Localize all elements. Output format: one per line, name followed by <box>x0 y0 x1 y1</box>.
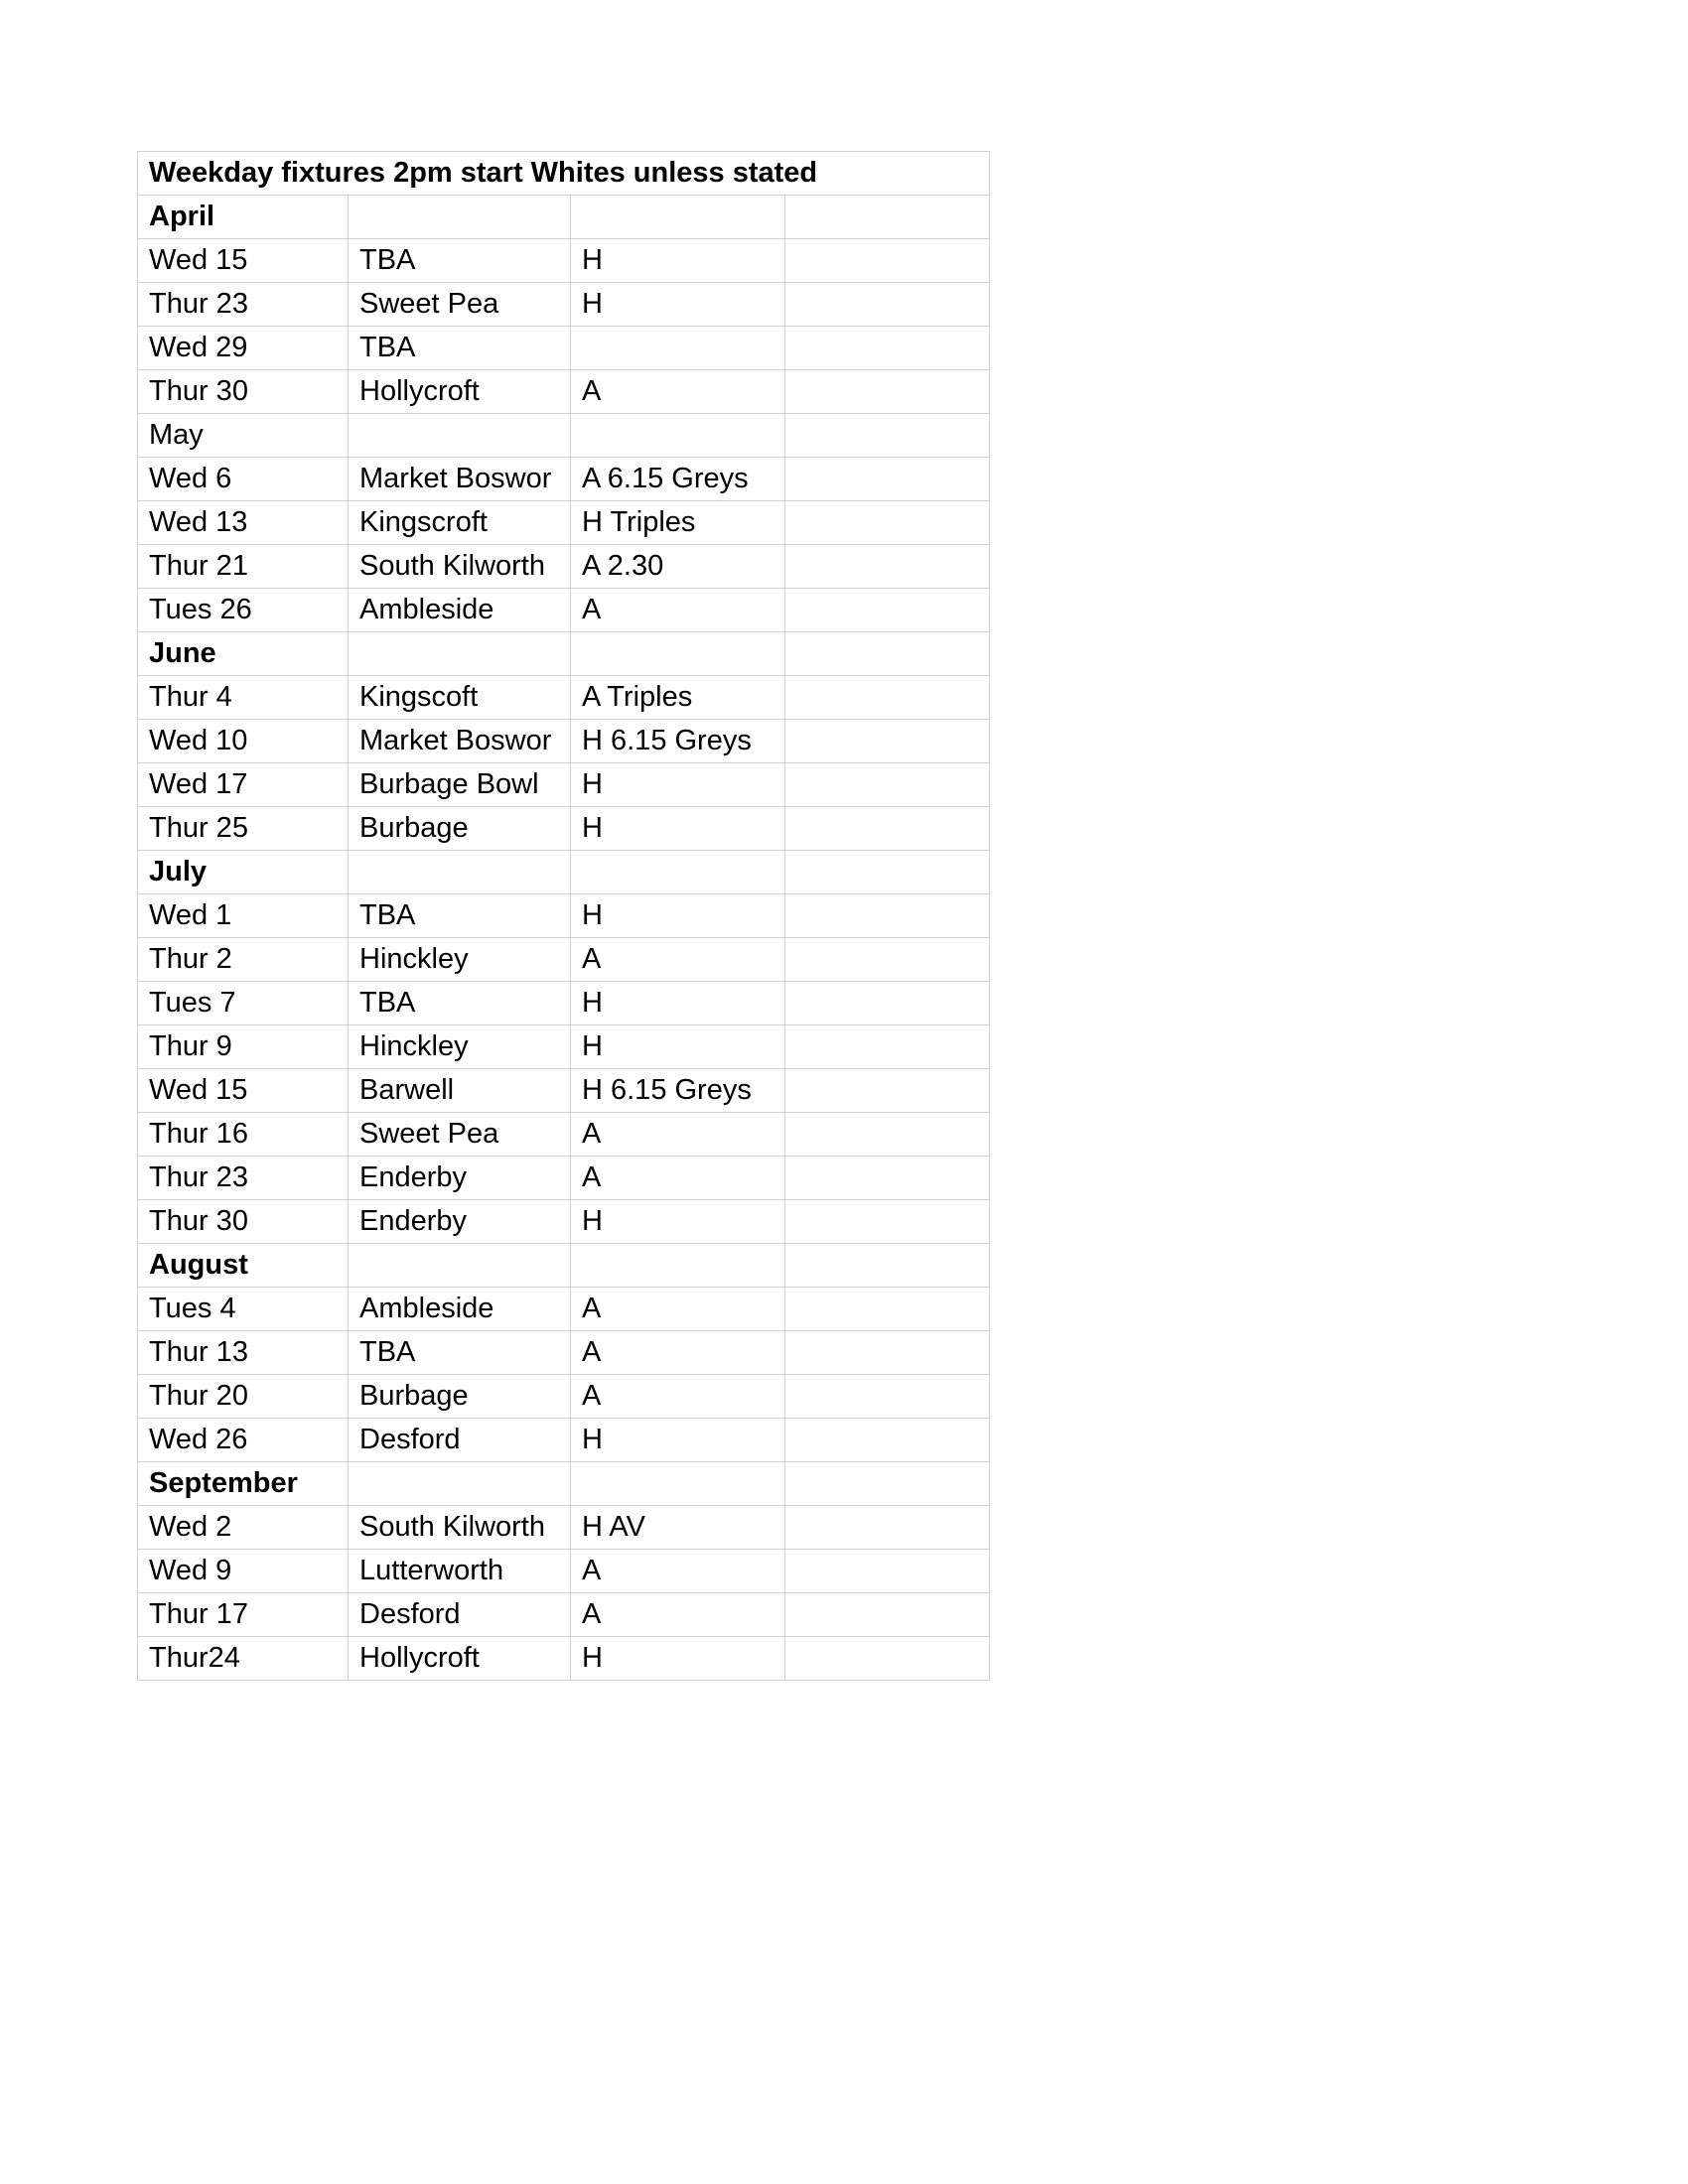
date-cell: Thur 23 <box>138 283 349 327</box>
opponent-cell: Market Boswor <box>349 458 571 501</box>
date-cell: Wed 29 <box>138 327 349 370</box>
notes-cell <box>785 1593 990 1637</box>
fixture-row <box>138 327 990 370</box>
fixture-row <box>138 938 990 982</box>
date-cell: Tues 7 <box>138 982 349 1025</box>
venue-cell: H <box>571 283 785 327</box>
date-cell: June <box>138 632 349 676</box>
notes-cell <box>785 938 990 982</box>
date-cell: Wed 15 <box>138 1069 349 1113</box>
fixture-row <box>138 676 990 720</box>
date-cell: Wed 9 <box>138 1550 349 1593</box>
venue-cell: A Triples <box>571 676 785 720</box>
venue-cell: H <box>571 807 785 851</box>
fixture-row <box>138 763 990 807</box>
opponent-cell: TBA <box>349 1331 571 1375</box>
notes-cell <box>785 1331 990 1375</box>
fixture-row <box>138 982 990 1025</box>
venue-cell: H 6.15 Greys <box>571 720 785 763</box>
fixture-row <box>138 1637 990 1681</box>
notes-cell <box>785 1244 990 1288</box>
notes-cell <box>785 1288 990 1331</box>
date-cell: Tues 4 <box>138 1288 349 1331</box>
venue-cell: A <box>571 1157 785 1200</box>
fixture-row <box>138 1200 990 1244</box>
venue-cell: H <box>571 894 785 938</box>
venue-cell: A <box>571 1113 785 1157</box>
fixture-row <box>138 720 990 763</box>
venue-cell: H Triples <box>571 501 785 545</box>
month-row <box>138 414 990 458</box>
date-cell: September <box>138 1462 349 1506</box>
date-cell: Wed 1 <box>138 894 349 938</box>
opponent-cell <box>349 632 571 676</box>
date-cell: Thur 25 <box>138 807 349 851</box>
venue-cell <box>571 196 785 239</box>
venue-cell: A <box>571 1550 785 1593</box>
venue-cell <box>571 1244 785 1288</box>
fixtures-table-rows <box>138 196 990 1681</box>
notes-cell <box>785 807 990 851</box>
fixture-row <box>138 370 990 414</box>
notes-cell <box>785 1462 990 1506</box>
venue-cell: H <box>571 982 785 1025</box>
date-cell: Tues 26 <box>138 589 349 632</box>
notes-cell <box>785 1506 990 1550</box>
date-cell: May <box>138 414 349 458</box>
venue-cell <box>571 632 785 676</box>
month-row <box>138 632 990 676</box>
date-cell: April <box>138 196 349 239</box>
venue-cell: A <box>571 1288 785 1331</box>
opponent-cell: Sweet Pea <box>349 1113 571 1157</box>
notes-cell <box>785 851 990 894</box>
table-title-row <box>138 152 990 196</box>
notes-cell <box>785 196 990 239</box>
opponent-cell: Hinckley <box>349 938 571 982</box>
notes-cell <box>785 1157 990 1200</box>
fixture-row <box>138 1550 990 1593</box>
fixture-row <box>138 807 990 851</box>
fixture-row <box>138 1288 990 1331</box>
venue-cell: H 6.15 Greys <box>571 1069 785 1113</box>
date-cell: July <box>138 851 349 894</box>
notes-cell <box>785 1419 990 1462</box>
venue-cell: H <box>571 763 785 807</box>
fixture-row <box>138 1375 990 1419</box>
notes-cell <box>785 414 990 458</box>
month-row <box>138 851 990 894</box>
table-title: Weekday fixtures 2pm start Whites unless stated <box>138 152 990 196</box>
venue-cell: H <box>571 1637 785 1681</box>
opponent-cell: Market Boswor <box>349 720 571 763</box>
date-cell: Wed 15 <box>138 239 349 283</box>
date-cell: Thur 16 <box>138 1113 349 1157</box>
notes-cell <box>785 1069 990 1113</box>
date-cell: Thur 20 <box>138 1375 349 1419</box>
notes-cell <box>785 982 990 1025</box>
opponent-cell <box>349 196 571 239</box>
opponent-cell: Ambleside <box>349 1288 571 1331</box>
fixture-row <box>138 458 990 501</box>
opponent-cell: TBA <box>349 239 571 283</box>
opponent-cell <box>349 851 571 894</box>
venue-cell: A <box>571 938 785 982</box>
venue-cell: A <box>571 1593 785 1637</box>
notes-cell <box>785 1637 990 1681</box>
notes-cell <box>785 545 990 589</box>
opponent-cell: Lutterworth <box>349 1550 571 1593</box>
opponent-cell: Enderby <box>349 1157 571 1200</box>
date-cell: Wed 6 <box>138 458 349 501</box>
venue-cell: A <box>571 1331 785 1375</box>
opponent-cell <box>349 1462 571 1506</box>
venue-cell: A <box>571 589 785 632</box>
fixture-row <box>138 1025 990 1069</box>
date-cell: Wed 17 <box>138 763 349 807</box>
notes-cell <box>785 676 990 720</box>
notes-cell <box>785 458 990 501</box>
notes-cell <box>785 327 990 370</box>
notes-cell <box>785 370 990 414</box>
fixtures-table <box>137 151 990 1681</box>
date-cell: Thur 2 <box>138 938 349 982</box>
fixture-row <box>138 1113 990 1157</box>
venue-cell <box>571 851 785 894</box>
venue-cell <box>571 327 785 370</box>
opponent-cell: Ambleside <box>349 589 571 632</box>
date-cell: Thur 30 <box>138 1200 349 1244</box>
notes-cell <box>785 1025 990 1069</box>
date-cell: Thur 4 <box>138 676 349 720</box>
opponent-cell: Barwell <box>349 1069 571 1113</box>
venue-cell: H <box>571 1025 785 1069</box>
notes-cell <box>785 1113 990 1157</box>
notes-cell <box>785 1375 990 1419</box>
venue-cell <box>571 1462 785 1506</box>
notes-cell <box>785 763 990 807</box>
opponent-cell: TBA <box>349 327 571 370</box>
venue-cell: H <box>571 239 785 283</box>
opponent-cell: Desford <box>349 1593 571 1637</box>
fixture-row <box>138 1157 990 1200</box>
opponent-cell: Hollycroft <box>349 1637 571 1681</box>
venue-cell: A 2.30 <box>571 545 785 589</box>
date-cell: Thur 13 <box>138 1331 349 1375</box>
opponent-cell: Kingscroft <box>349 501 571 545</box>
opponent-cell: TBA <box>349 894 571 938</box>
fixture-row <box>138 1593 990 1637</box>
notes-cell <box>785 894 990 938</box>
venue-cell: A <box>571 370 785 414</box>
notes-cell <box>785 1200 990 1244</box>
opponent-cell: Kingscoft <box>349 676 571 720</box>
date-cell: Thur 21 <box>138 545 349 589</box>
opponent-cell: Enderby <box>349 1200 571 1244</box>
date-cell: Thur24 <box>138 1637 349 1681</box>
notes-cell <box>785 589 990 632</box>
date-cell: Wed 2 <box>138 1506 349 1550</box>
date-cell: Wed 10 <box>138 720 349 763</box>
opponent-cell: Sweet Pea <box>349 283 571 327</box>
date-cell: Thur 9 <box>138 1025 349 1069</box>
opponent-cell: South Kilworth <box>349 1506 571 1550</box>
date-cell: Wed 26 <box>138 1419 349 1462</box>
date-cell: Thur 17 <box>138 1593 349 1637</box>
month-row <box>138 196 990 239</box>
fixture-row <box>138 1069 990 1113</box>
opponent-cell: Hinckley <box>349 1025 571 1069</box>
opponent-cell: South Kilworth <box>349 545 571 589</box>
month-row <box>138 1244 990 1288</box>
notes-cell <box>785 239 990 283</box>
notes-cell <box>785 720 990 763</box>
venue-cell: H AV <box>571 1506 785 1550</box>
month-row <box>138 1462 990 1506</box>
notes-cell <box>785 632 990 676</box>
notes-cell <box>785 501 990 545</box>
date-cell: August <box>138 1244 349 1288</box>
fixture-row <box>138 239 990 283</box>
fixture-row <box>138 589 990 632</box>
opponent-cell: Burbage Bowl <box>349 763 571 807</box>
date-cell: Thur 23 <box>138 1157 349 1200</box>
opponent-cell: TBA <box>349 982 571 1025</box>
notes-cell <box>785 283 990 327</box>
opponent-cell <box>349 1244 571 1288</box>
venue-cell: A <box>571 1375 785 1419</box>
fixture-row <box>138 1331 990 1375</box>
fixture-row <box>138 283 990 327</box>
date-cell: Wed 13 <box>138 501 349 545</box>
fixture-row <box>138 501 990 545</box>
opponent-cell: Hollycroft <box>349 370 571 414</box>
opponent-cell <box>349 414 571 458</box>
fixture-row <box>138 545 990 589</box>
opponent-cell: Burbage <box>349 807 571 851</box>
venue-cell: A 6.15 Greys <box>571 458 785 501</box>
fixture-row <box>138 894 990 938</box>
notes-cell <box>785 1550 990 1593</box>
opponent-cell: Desford <box>349 1419 571 1462</box>
fixture-row <box>138 1419 990 1462</box>
venue-cell: H <box>571 1419 785 1462</box>
fixture-row <box>138 1506 990 1550</box>
venue-cell <box>571 414 785 458</box>
opponent-cell: Burbage <box>349 1375 571 1419</box>
venue-cell: H <box>571 1200 785 1244</box>
date-cell: Thur 30 <box>138 370 349 414</box>
